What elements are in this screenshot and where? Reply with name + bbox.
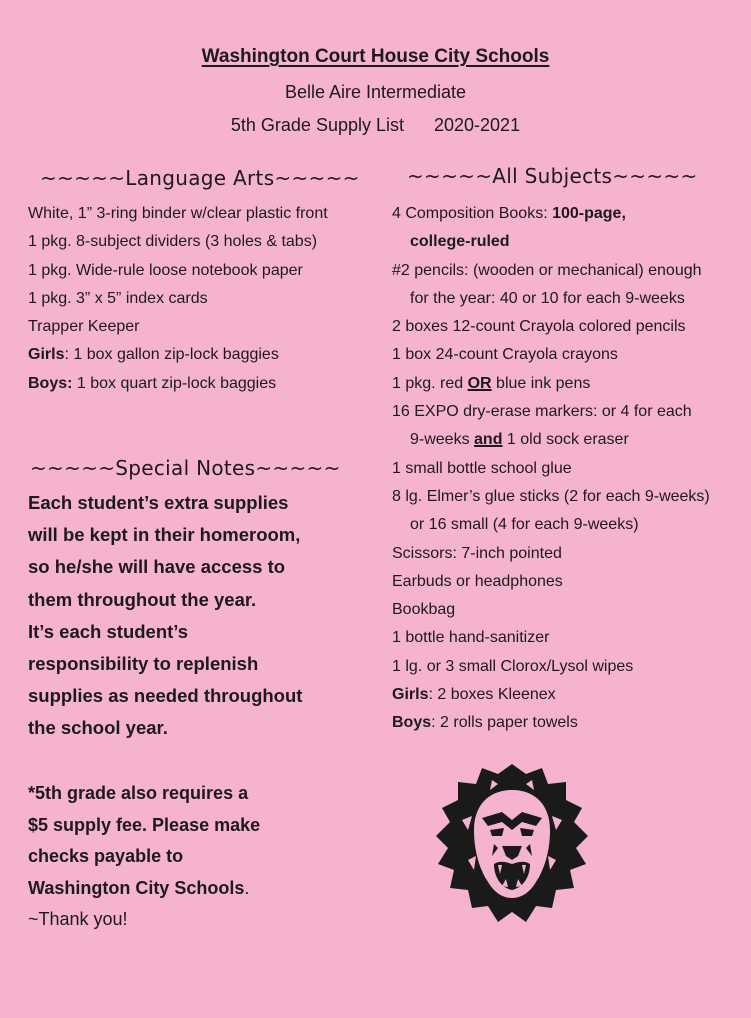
all-subjects-heading: ~~~~~All Subjects~~~~~ — [407, 164, 698, 188]
thank-you-line: ~Thank you! — [28, 909, 128, 929]
list-item-continued: for the year: 40 or 10 for each 9-weeks — [410, 289, 685, 307]
list-item: 1 bottle hand-sanitizer — [392, 629, 550, 647]
lion-head-icon — [432, 760, 592, 932]
fee-line: Washington City Schools. — [28, 877, 250, 898]
list-item: 1 small bottle school glue — [392, 459, 572, 477]
fee-line: $5 supply fee. Please make — [28, 814, 261, 835]
note-line: It’s each student’s — [28, 620, 189, 642]
list-item: Boys: 2 rolls paper towels — [392, 714, 578, 732]
list-item: 1 lg. or 3 small Clorox/Lysol wipes — [392, 657, 634, 675]
school-name: Belle Aire Intermediate — [284, 82, 467, 102]
list-item: 1 pkg. 3” x 5” index cards — [28, 289, 208, 307]
note-line: responsibility to replenish — [28, 653, 259, 675]
list-item: Earbuds or headphones — [392, 572, 563, 590]
list-title: 5th Grade Supply List — [230, 115, 404, 135]
list-item: White, 1” 3-ring binder w/clear plastic front — [28, 205, 328, 222]
list-item: 4 Composition Books: 100-page, — [392, 205, 626, 222]
list-item: Scissors: 7-inch pointed — [392, 544, 562, 562]
language-arts-list — [28, 200, 328, 398]
list-item: 2 boxes 12-count Crayola colored pencils — [392, 318, 686, 336]
list-title-line — [0, 115, 751, 136]
list-item: 1 pkg. red OR blue ink pens — [392, 374, 591, 392]
note-line: the school year. — [28, 717, 168, 739]
list-item: Girls: 2 boxes Kleenex — [392, 686, 556, 704]
list-item-continued: or 16 small (4 for each 9-weeks) — [410, 516, 639, 534]
list-item: Boys: 1 box quart zip-lock baggies — [28, 374, 277, 392]
special-notes-heading: ~~~~~Special Notes~~~~~ — [30, 456, 341, 480]
note-line: them throughout the year. — [28, 588, 257, 610]
note-line: will be kept in their homeroom, — [28, 524, 301, 546]
note-line: supplies as needed throughout — [28, 685, 303, 707]
special-notes-text — [28, 487, 302, 745]
list-item: 1 box 24-count Crayola crayons — [392, 346, 618, 364]
list-item: 1 pkg. 8-subject dividers (3 holes & tabs) — [28, 233, 318, 251]
list-item: Trapper Keeper — [28, 318, 140, 336]
list-item-continued: 9-weeks and 1 old sock eraser — [410, 431, 629, 449]
list-item: 8 lg. Elmer’s glue sticks (2 for each 9-weeks) — [392, 487, 710, 505]
list-item-continued: college-ruled — [410, 233, 510, 251]
supply-fee-note — [28, 778, 260, 936]
list-item: Girls: 1 box gallon zip-lock baggies — [28, 346, 279, 364]
list-item: 16 EXPO dry-erase markers: or 4 for each — [392, 403, 692, 421]
fee-line: checks payable to — [28, 846, 184, 866]
all-subjects-list — [392, 200, 710, 738]
note-line: so he/she will have access to — [28, 556, 286, 578]
list-item: #2 pencils: (wooden or mechanical) enough — [392, 261, 702, 279]
document-title: Washington Court House City Schools — [201, 46, 550, 67]
language-arts-heading: ~~~~~Language Arts~~~~~ — [40, 166, 360, 190]
note-line: Each student’s extra supplies — [28, 492, 289, 513]
fee-line: *5th grade also requires a — [28, 783, 249, 803]
list-item: Bookbag — [392, 601, 456, 619]
list-item: 1 pkg. Wide-rule loose notebook paper — [28, 261, 303, 279]
school-year: 2020-2021 — [434, 115, 521, 135]
